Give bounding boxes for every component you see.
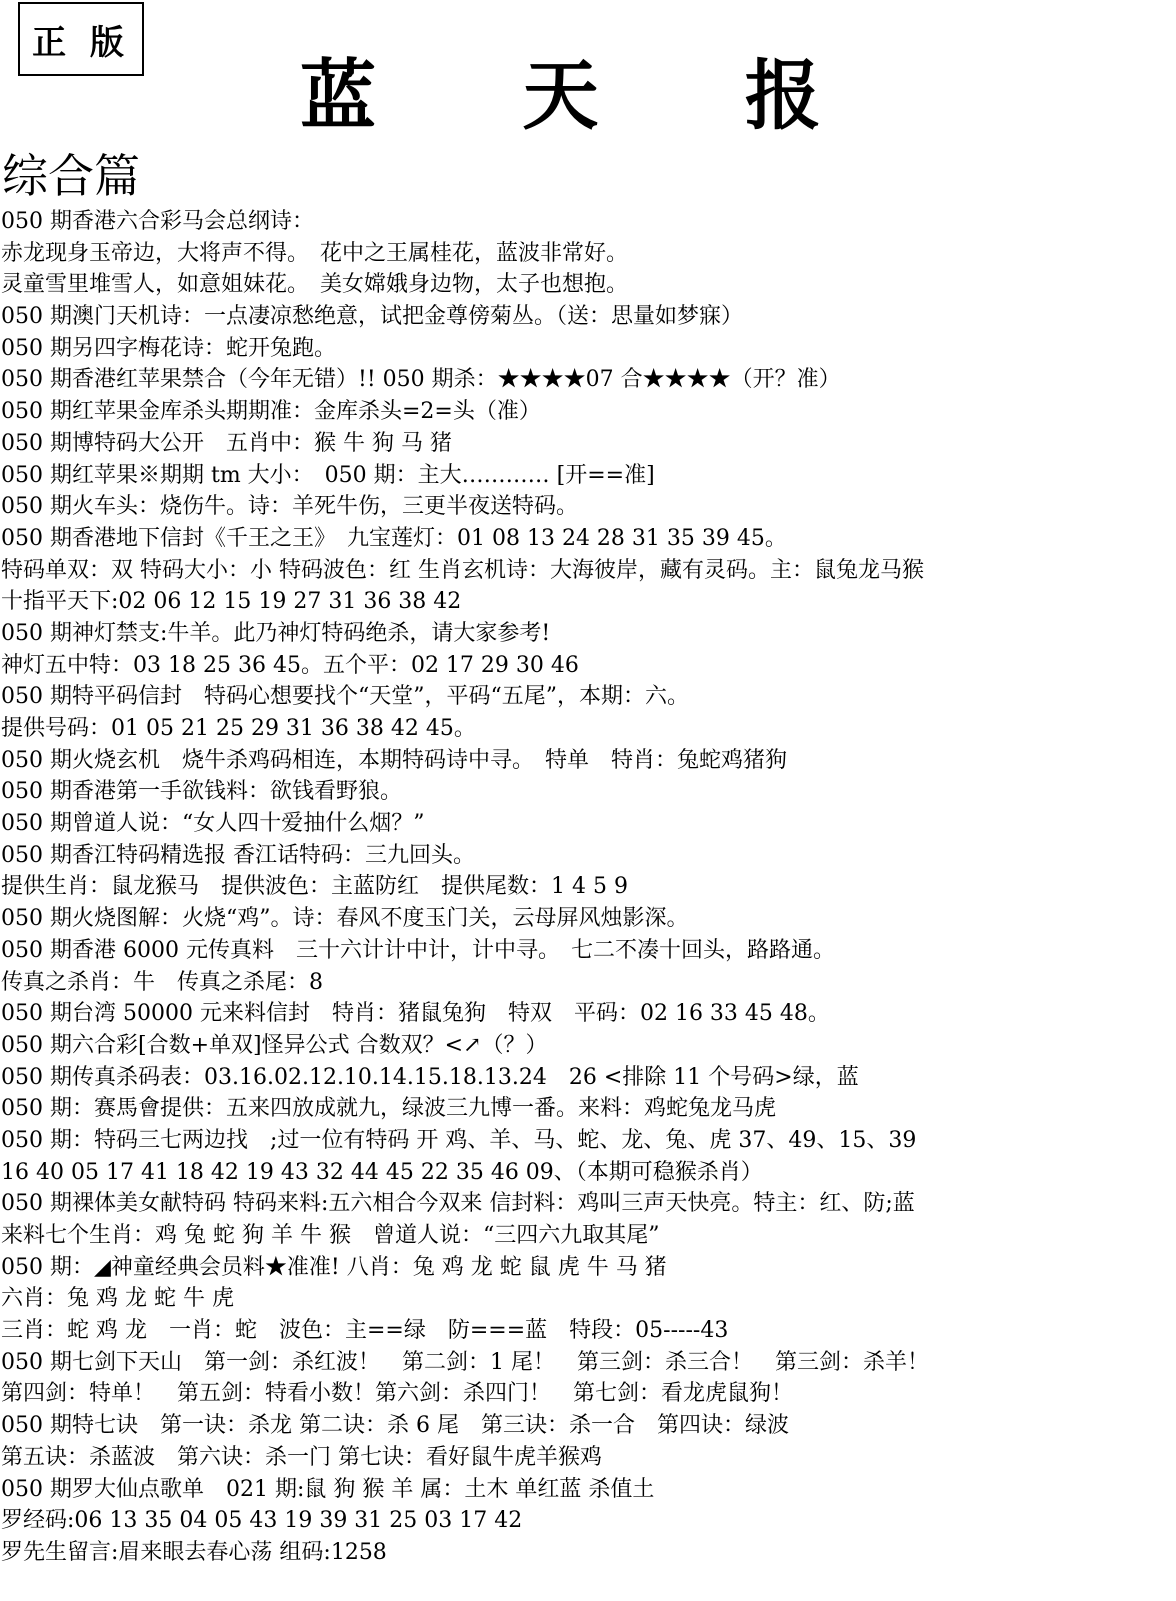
text-line: 050 期香江特码精选报 香江话特码：三九回头。 <box>1 842 475 868</box>
text-line: 050 期香港六合彩马会总纲诗： <box>1 209 314 234</box>
text-line: 赤龙现身玉帝边，大将声不得。 花中之王属桂花，蓝波非常好。 <box>1 240 629 266</box>
text-line: 提供生肖：鼠龙猴马 提供波色：主蓝防红 提供尾数：1 4 5 9 <box>1 874 628 900</box>
text-line: 050 期六合彩[合数+单双]怪异公式 合数双？<↗（？） <box>1 1032 548 1058</box>
text-line: 050 期红苹果※期期 tm 大小： 050 期：主大………… [开==准] <box>1 462 655 488</box>
text-line: 050 期特七诀 第一诀：杀龙 第二诀：杀 6 尾 第三诀：杀一合 第四诀：绿波 <box>1 1413 789 1439</box>
text-line: 050 期澳门天机诗：一点凄凉愁绝意，试把金尊傍菊丛。（送：思量如梦寐） <box>1 304 743 330</box>
text-line: 提供号码：01 05 21 25 29 31 36 38 42 45。 <box>1 716 476 741</box>
text-line: 十指平天下:02 06 12 15 19 27 31 36 38 42 <box>1 589 462 615</box>
text-line: 050 期另四字梅花诗：蛇开兔跑。 <box>1 335 336 361</box>
text-line: 第五诀：杀蓝波 第六诀：杀一门 第七诀：看好鼠牛虎羊猴鸡 <box>1 1444 602 1470</box>
text-line: 050 期罗大仙点歌单 021 期:鼠 狗 猴 羊 属：土木 单红蓝 杀值土 <box>1 1476 655 1502</box>
text-line: 传真之杀肖：牛 传真之杀尾：8 <box>1 969 323 995</box>
text-line: 050 期火烧图解：火烧“鸡”。诗：春风不度玉门关，云母屏风烛影深。 <box>1 906 689 932</box>
text-line: 特码单双：双 特码大小：小 特码波色：红 生肖玄机诗：大海彼岸，藏有灵码。主：鼠兔龙马猴 <box>1 557 924 583</box>
text-line: 050 期神灯禁支:牛羊。此乃神灯特码绝杀，请大家参考! <box>1 620 551 646</box>
text-line: 050 期红苹果金库杀头期期准：金库杀头=2=头（准） <box>1 399 541 425</box>
text-line: 050 期博特码大公开 五肖中：猴 牛 狗 马 猪 <box>1 430 452 456</box>
text-line: 050 期香港 6000 元传真料 三十六计计中计，计中寻。 七二不凑十回头，路路通。 <box>1 937 835 963</box>
authentic-badge: 正 版 <box>18 2 144 76</box>
text-line: 第四剑：特单！ 第五剑：特看小数！第六剑：杀四门！ 第七剑：看龙虎鼠狗！ <box>1 1381 794 1407</box>
text-line: 050 期火烧玄机 烧牛杀鸡码相连，本期特码诗中寻。 特单 特肖：兔蛇鸡猪狗 <box>1 747 787 773</box>
text-line: 050 期：赛馬會提供：五来四放成就九，绿波三九博一番。来料：鸡蛇兔龙马虎 <box>1 1096 776 1122</box>
content-lines <box>0 206 1176 1569</box>
text-line: 050 期香港红苹果禁合（今年无错）!! 050 期杀：★★★★07 合★★★★（开？准） <box>1 367 841 393</box>
text-line: 050 期七剑下天山 第一剑：杀红波！ 第二剑：1 尾！ 第三剑：杀三合！ 第三剑：杀羊！ <box>1 1349 929 1375</box>
text-line: 来料七个生肖：鸡 兔 蛇 狗 羊 牛 猴 曾道人说：“三四六九取其尾” <box>1 1223 660 1248</box>
text-line: 050 期传真杀码表：03.16.02.12.10.14.15.18.13.24 26 <排除 11 个号码>绿，蓝 <box>1 1064 859 1090</box>
text-line: 050 期香港地下信封《千王之王》 九宝莲灯：01 08 13 24 28 31 35 39 45。 <box>1 525 787 551</box>
text-line: 16 40 05 17 41 18 42 19 43 32 44 45 22 35 46 09、（本期可稳猴杀肖） <box>1 1159 763 1185</box>
text-line: 050 期：特码三七两边找 ;过一位有特码 开 鸡、羊、马、蛇、龙、兔、虎 37、49、15、39 <box>1 1127 917 1153</box>
text-line: 罗经码:06 13 35 04 05 43 19 39 31 25 03 17 42 <box>1 1508 523 1534</box>
text-line: 050 期特平码信封 特码心想要找个“天堂”，平码“五尾”，本期：六。 <box>1 684 689 710</box>
text-line: 神灯五中特：03 18 25 36 45。五个平：02 17 29 30 46 <box>1 652 579 678</box>
text-line: 灵童雪里堆雪人，如意姐妹花。 美女嫦娥身边物，太子也想抱。 <box>1 272 629 298</box>
text-line: 六肖：兔 鸡 龙 蛇 牛 虎 <box>1 1286 234 1312</box>
section-heading: 综合篇 <box>2 149 140 203</box>
text-line: 050 期曾道人说：“女人四十爱抽什么烟？” <box>1 811 425 837</box>
text-line: 050 期香港第一手欲钱料：欲钱看野狼。 <box>1 779 402 805</box>
text-line: 罗先生留言:眉来眼去春心荡 组码:1258 <box>1 1539 387 1565</box>
newspaper-title: 蓝 天 报 <box>300 51 881 140</box>
text-line: 050 期火车头：烧伤牛。诗：羊死牛伤，三更半夜送特码。 <box>1 494 578 520</box>
text-line: 050 期裸体美女献特码 特码来料:五六相合今双来 信封料：鸡叫三声天快亮。特主：红、防;蓝 <box>1 1191 915 1217</box>
text-line: 050 期：◢神童经典会员料★准准! 八肖：兔 鸡 龙 蛇 鼠 虎 牛 马 猪 <box>1 1254 667 1280</box>
text-line: 050 期台湾 50000 元来料信封 特肖：猪鼠兔狗 特双 平码：02 16 33 45 48。 <box>1 1001 830 1027</box>
text-line: 三肖：蛇 鸡 龙 一肖：蛇 波色：主==绿 防===蓝 特段：05-----43 <box>1 1318 729 1344</box>
